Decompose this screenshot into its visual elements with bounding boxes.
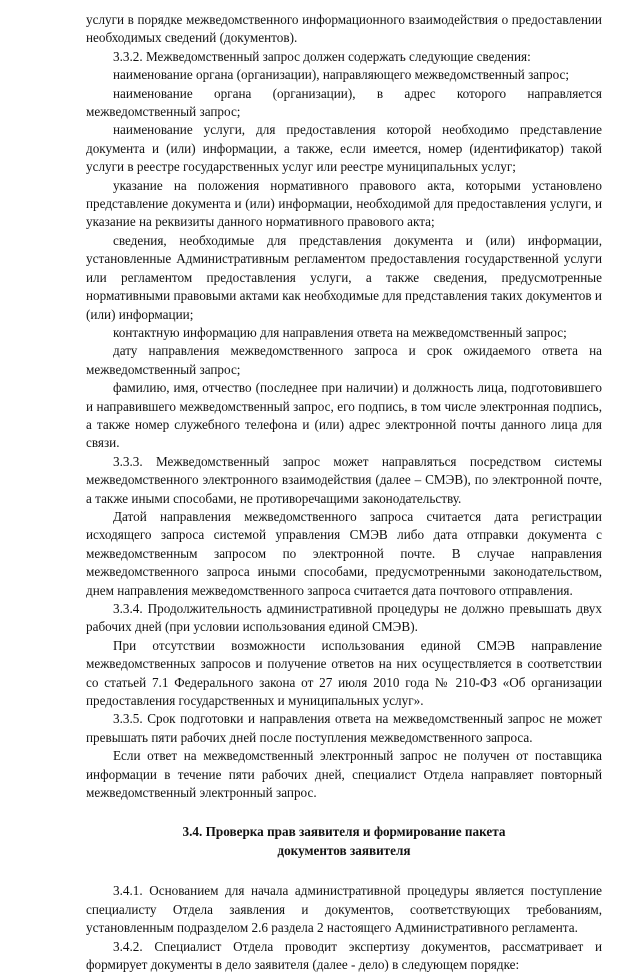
list-item-request-date: дату направления межведомственного запроса и срок ожидаемого ответа на межведомственный запрос; xyxy=(86,342,602,379)
list-item-contact-info: контактную информацию для направления ответа на межведомственный запрос; xyxy=(86,324,602,342)
list-item-service-name: наименование услуги, для предоставления которой необходимо представление документа и (или) информации, а также, если имеется, номер (идентификатор) такой услуги в реестре государственных услуг или реестре муниципальных услуг; xyxy=(86,121,602,176)
paragraph-request-date-definition: Датой направления межведомственного запроса считается дата регистрации исходящего запроса системой управления СМЭВ либо дата отправки документа с межведомственным запросом по электронной почте. В случае направления межведомственного запроса иными способами, предусмотренными законодательством, днем направления межведомственного запроса считается дата почтового отправления. xyxy=(86,508,602,600)
section-heading-3-4 xyxy=(86,823,602,860)
heading-spacer xyxy=(86,860,602,882)
paragraph-3-4-1: 3.4.1. Основанием для начала административной процедуры является поступление специалисту Отдела заявления и документов, соответствующих требованиям, установленным подразделом 2.6 раздела 2 настоящего Административного регламента. xyxy=(86,882,602,937)
document-page xyxy=(86,11,602,974)
paragraph-continuation: услуги в порядке межведомственного информационного взаимодействия о предоставлении необходимых сведений (документов). xyxy=(86,11,602,48)
list-item-required-info: сведения, необходимые для представления документа и (или) информации, установленные Административным регламентом предоставления государственной услуги или регламентом предоставления услуги, а также сведения, предусмотренные нормативными правовыми актами как необходимые для представления таких документов и (или) информации; xyxy=(86,232,602,324)
section-heading-line-1: 3.4. Проверка прав заявителя и формирование пакета xyxy=(86,823,602,841)
list-item-requesting-organ: наименование органа (организации), направляющего межведомственный запрос; xyxy=(86,66,602,84)
paragraph-3-3-2: 3.3.2. Межведомственный запрос должен содержать следующие сведения: xyxy=(86,48,602,66)
paragraph-repeat-request: Если ответ на межведомственный электронный запрос не получен от поставщика информации в течение пяти рабочих дней, специалист Отдела направляет повторный межведомственный электронный запрос. xyxy=(86,747,602,802)
list-item-legal-act: указание на положения нормативного правового акта, которыми установлено представление документа и (или) информации, необходимой для предоставления услуги, и указание на реквизиты данного нормативного правового акта; xyxy=(86,177,602,232)
paragraph-3-3-3: 3.3.3. Межведомственный запрос может направляться посредством системы межведомственного электронного взаимодействия (далее – СМЭВ), по электронной почте, а также иными способами, не противоречащими законодательству. xyxy=(86,453,602,508)
paragraph-3-3-5: 3.3.5. Срок подготовки и направления ответа на межведомственный запрос не может превышать пяти рабочих дней после поступления межведомственного запроса. xyxy=(86,710,602,747)
list-item-recipient-organ: наименование органа (организации), в адрес которого направляется межведомственный запрос; xyxy=(86,85,602,122)
section-heading-line-2: документов заявителя xyxy=(86,842,602,860)
paragraph-3-3-4: 3.3.4. Продолжительность административной процедуры не должно превышать двух рабочих дней (при условии использования единой СМЭВ). xyxy=(86,600,602,637)
list-item-responsible-person: фамилию, имя, отчество (последнее при наличии) и должность лица, подготовившего и направившего межведомственный запрос, его подпись, в том числе электронная подпись, а также номер служебного телефона и (или) адрес электронной почты данного лица для связи. xyxy=(86,379,602,453)
paragraph-3-4-2: 3.4.2. Специалист Отдела проводит экспертизу документов, рассматривает и формирует документы в дело заявителя (далее - дело) в следующем порядке: xyxy=(86,938,602,974)
paragraph-no-smev: При отсутствии возможности использования единой СМЭВ направление межведомственных запросов и получение ответов на них осуществляется в соответствии со статьей 7.1 Федерального закона от 27 июля 2010 года № 210-ФЗ «Об организации предоставления государственных и муниципальных услуг». xyxy=(86,637,602,711)
